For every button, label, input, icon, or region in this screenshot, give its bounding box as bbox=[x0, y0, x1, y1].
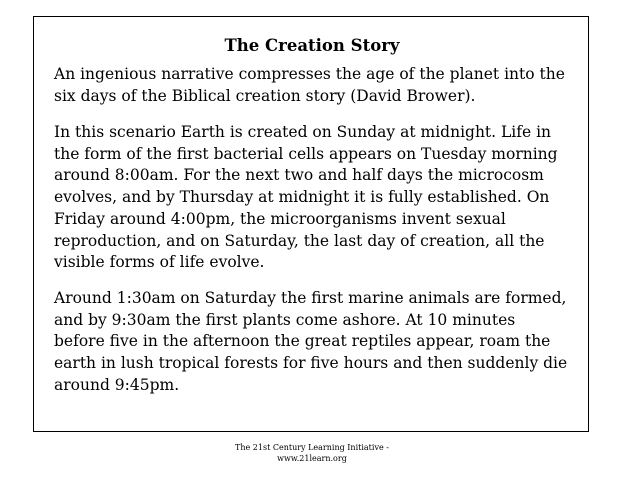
saturday-paragraph: Around 1:30am on Saturday the first marine animals are formed, and by 9:30am the first plants come ashore. At 10 minutes before five in the afternoon the great reptiles appear, roam the earth in lush tropical forests for five hours and then suddenly die around 9:45pm. bbox=[54, 289, 568, 394]
footer-organization: The 21st Century Learning Initiative - bbox=[235, 443, 389, 452]
footer bbox=[0, 442, 624, 464]
footer-website: www.21learn.org bbox=[277, 454, 347, 463]
creation-week-paragraph: In this scenario Earth is created on Sunday at midnight. Life in the form of the first bacterial cells appears on Tuesday morning around 8:00am. For the next two and half days the microcosm evolves, and by Thursday at midnight it is fully established. On Friday around 4:00pm, the microorganisms invent sexual reproduction, and on Saturday, the last day of creation, all the visible forms of life evolve. bbox=[54, 123, 558, 272]
page-title: The Creation Story bbox=[224, 36, 400, 55]
intro-paragraph: An ingenious narrative compresses the age of the planet into the six days of the Biblical creation story (David Brower). bbox=[54, 65, 565, 105]
